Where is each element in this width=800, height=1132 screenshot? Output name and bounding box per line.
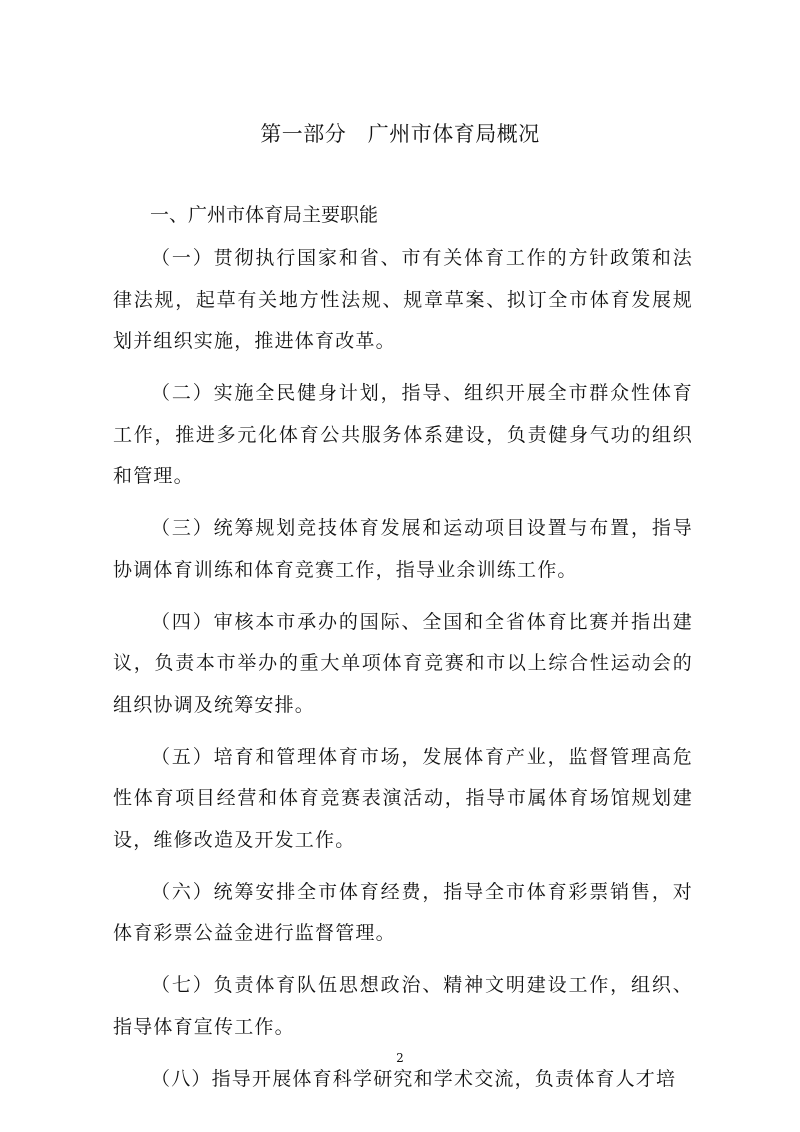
paragraph-5: （五）培育和管理体育市场，发展体育产业，监督管理高危性体育项目经营和体育竞赛表演活动，指导市属体育场馆规划建设，维修改造及开发工作。 [113, 745, 693, 851]
paragraph-8: （八）指导开展体育科学研究和学术交流，负责体育人才培 [151, 1067, 677, 1090]
paragraph-4: （四）审核本市承办的国际、全国和全省体育比赛并指出建议，负责本市举办的重大单项体育竞赛和市以上综合性运动会的组织协调及统筹安排。 [113, 610, 693, 716]
paragraph-7: （七）负责体育队伍思想政治、精神文明建设工作，组织、指导体育宣传工作。 [113, 974, 693, 1038]
document-body [113, 238, 693, 1111]
paragraph-2: （二）实施全民健身计划，指导、组织开展全市群众性体育工作，推进多元化体育公共服务体系建设，负责健身气功的组织和管理。 [113, 382, 693, 487]
paragraph-1: （一）贯彻执行国家和省、市有关体育工作的方针政策和法律法规，起草有关地方性法规、规章草案、拟订全市体育发展规划并组织实施，推进体育改革。 [113, 247, 693, 352]
page-title: 第一部分 广州市体育局概况 [260, 122, 540, 146]
paragraph-3: （三）统筹规划竞技体育发展和运动项目设置与布置，指导协调体育训练和体育竞赛工作，指导业余训练工作。 [113, 517, 693, 581]
section-heading: 一、广州市体育局主要职能 [150, 204, 379, 226]
paragraph-6: （六）统筹安排全市体育经费，指导全市体育彩票销售，对体育彩票公益金进行监督管理。 [113, 880, 693, 944]
page-number: 2 [396, 1051, 404, 1065]
